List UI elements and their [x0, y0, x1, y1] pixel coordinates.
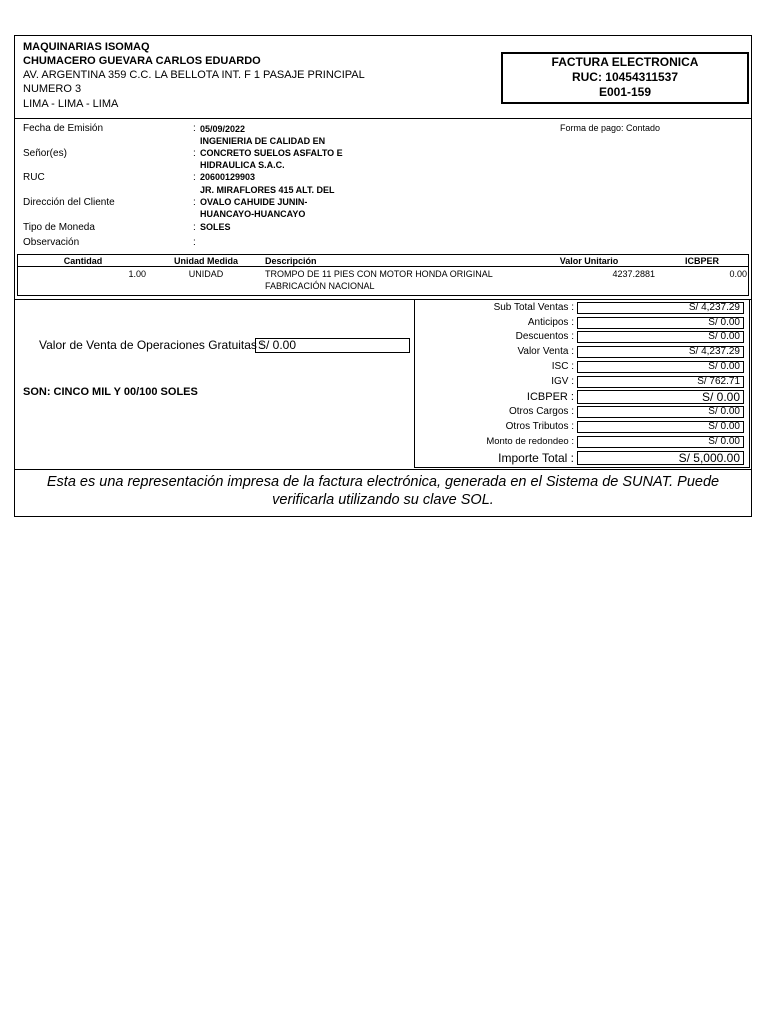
total-label-igv: IGV : — [551, 376, 574, 387]
total-label-isc: ISC : — [551, 361, 574, 372]
total-label-subtotal: Sub Total Ventas : — [493, 302, 574, 313]
col-header-descripcion: Descripción — [265, 256, 317, 266]
total-label-redondeo: Monto de redondeo : — [486, 436, 574, 447]
value-direccion-line-3: HUANCAYO-HUANCAYO — [200, 209, 306, 219]
total-value-otros-tributos: S/ 0.00 — [577, 421, 744, 433]
value-fecha: 05/09/2022 — [200, 124, 246, 134]
total-value-importe: S/ 5,000.00 — [577, 451, 744, 465]
total-value-descuentos: S/ 0.00 — [577, 331, 744, 343]
row-unidad: UNIDAD — [188, 269, 224, 279]
value-senores-line-3: HIDRAULICA S.A.C. — [200, 160, 285, 170]
colon: : — [193, 148, 196, 159]
total-label-icbper: ICBPER : — [526, 391, 574, 403]
value-ruc: 20600129903 — [200, 172, 256, 182]
gratuitas-value: S/ 0.00 — [255, 338, 410, 353]
invoice-type: FACTURA ELECTRONICA — [551, 55, 699, 69]
total-value-subtotal: S/ 4,237.29 — [577, 302, 744, 314]
total-value-igv: S/ 762.71 — [577, 376, 744, 388]
value-moneda: SOLES — [200, 222, 231, 232]
value-direccion-line-2: OVALO CAHUIDE JUNIN- — [200, 197, 308, 207]
payment-method: Forma de pago: Contado — [560, 123, 661, 133]
label-senores: Señor(es) — [23, 148, 67, 159]
colon: : — [193, 222, 196, 233]
colon: : — [193, 123, 196, 134]
invoice-number: E001-159 — [598, 85, 652, 99]
total-value-icbper: S/ 0.00 — [577, 390, 744, 404]
total-label-importe: Importe Total : — [498, 451, 574, 465]
total-label-otros-tributos: Otros Tributos : — [505, 421, 574, 432]
issuer-city: LIMA - LIMA - LIMA — [23, 98, 119, 110]
issuer-name: CHUMACERO GUEVARA CARLOS EDUARDO — [23, 55, 261, 67]
colon: : — [193, 237, 196, 248]
gratuitas-label: Valor de Venta de Operaciones Gratuitas : — [39, 338, 264, 352]
header-divider — [15, 118, 751, 119]
col-header-cantidad: Cantidad — [63, 256, 103, 266]
footer-divider — [15, 469, 751, 470]
issuer-address: AV. ARGENTINA 359 C.C. LA BELLOTA INT. F 1 PASAJE PRINCIPAL — [23, 69, 365, 81]
row-valor-unitario: 4237.2881 — [612, 269, 655, 279]
row-cantidad: 1.00 — [128, 269, 146, 279]
col-header-valor-unitario: Valor Unitario — [559, 256, 619, 266]
label-moneda: Tipo de Moneda — [23, 222, 95, 233]
value-direccion-line-1: JR. MIRAFLORES 415 ALT. DEL — [200, 185, 335, 195]
label-direccion: Dirección del Cliente — [23, 197, 115, 208]
row-icbper: 0.00 — [729, 269, 747, 279]
col-header-unidad: Unidad Medida — [173, 256, 238, 266]
issuer-company: MAQUINARIAS ISOMAQ — [23, 41, 150, 53]
label-ruc: RUC — [23, 172, 45, 183]
colon: : — [193, 197, 196, 208]
col-header-icbper: ICBPER — [684, 256, 719, 266]
issuer-number: NUMERO 3 — [23, 83, 82, 95]
issuer-ruc: RUC: 10454311537 — [571, 70, 679, 84]
amount-in-words: SON: CINCO MIL Y 00/100 SOLES — [23, 386, 198, 398]
label-fecha: Fecha de Emisión — [23, 123, 104, 134]
items-header-divider — [17, 266, 749, 267]
total-label-otros-cargos: Otros Cargos : — [508, 406, 574, 417]
label-observacion: Observación — [23, 237, 80, 248]
row-descripcion-line-1: TROMPO DE 11 PIES CON MOTOR HONDA ORIGINAL — [265, 269, 493, 279]
colon: : — [193, 172, 196, 183]
total-label-valor-venta: Valor Venta : — [517, 346, 574, 357]
total-value-isc: S/ 0.00 — [577, 361, 744, 373]
value-senores-line-1: INGENIERIA DE CALIDAD EN — [200, 136, 326, 146]
total-value-redondeo: S/ 0.00 — [577, 436, 744, 448]
legal-footer: Esta es una representación impresa de la factura electrónica, generada en el Sistema de SUNAT. Puede verificarla utilizando su clave SOL. — [46, 474, 720, 508]
total-label-anticipos: Anticipos : — [527, 317, 574, 328]
value-senores-line-2: CONCRETO SUELOS ASFALTO E — [200, 148, 343, 158]
invoice-id-box — [501, 52, 749, 104]
row-descripcion-line-2: FABRICACIÓN NACIONAL — [265, 281, 375, 291]
total-value-anticipos: S/ 0.00 — [577, 317, 744, 329]
total-value-valor-venta: S/ 4,237.29 — [577, 346, 744, 358]
total-value-otros-cargos: S/ 0.00 — [577, 406, 744, 418]
total-label-descuentos: Descuentos : — [515, 331, 574, 342]
